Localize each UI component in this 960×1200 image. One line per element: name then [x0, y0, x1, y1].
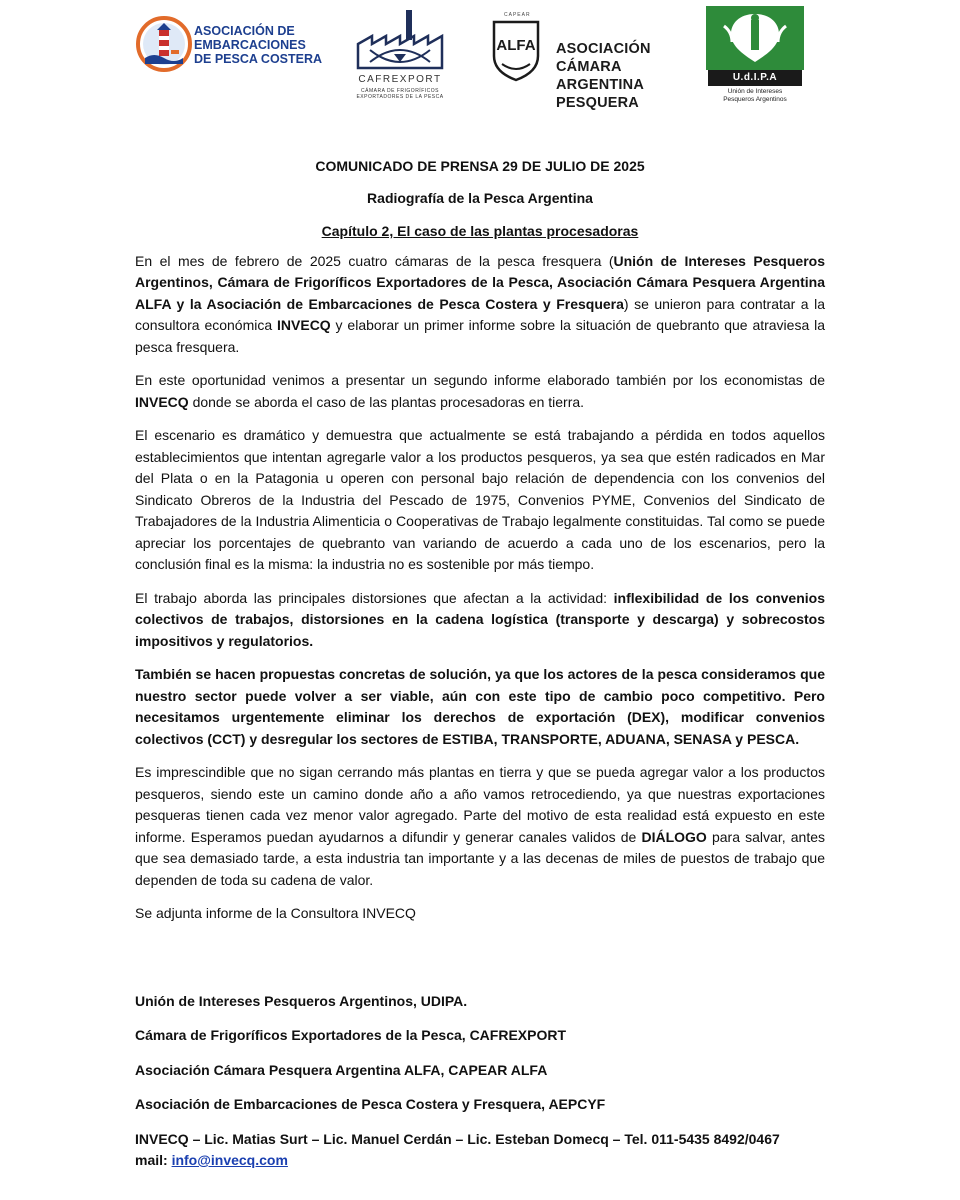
attachment-note: Se adjunta informe de la Consultora INVECQ: [135, 905, 416, 921]
aepc-line-3: DE PESCA COSTERA: [194, 52, 323, 66]
factory-fish-icon: [350, 8, 450, 72]
p1-bold-invecq: INVECQ: [277, 317, 331, 333]
p2-text-a: En este oportunidad venimos a presentar un segundo informe elaborado también por los economistas de: [135, 372, 825, 388]
p5-bold-proposals: También se hacen propuestas concretas de solución, ya que los actores de la pesca consideramos que nuestro sector puede volver a ser viable, aún con este tipo de cambio poco competitivo. Pero necesitamos urgentemente eliminar los derechos de exportación (DEX), modificar convenios colectivos (CCT) y desregular los sectores de ESTIBA, TRANSPORTE, ADUANA, SENASA y PESCA.: [135, 666, 825, 747]
lighthouse-icon: [136, 14, 192, 74]
udipa-line-2: Pesqueros Argentinos: [723, 96, 787, 103]
udipa-banner: U.d.I.P.A: [708, 70, 802, 86]
p2-bold-invecq: INVECQ: [135, 393, 189, 410]
signatures-block: [135, 991, 825, 1116]
udipa-emblem-icon: [706, 6, 804, 70]
aepc-line-2: EMBARCACIONES: [194, 38, 306, 52]
signature-udipa: Unión de Intereses Pesqueros Argentinos, UDIPA.: [135, 992, 468, 1009]
p1-text-a: En el mes de febrero de 2025 cuatro cámaras de la pesca fresquera (: [135, 252, 614, 269]
paragraph-5: [135, 664, 825, 750]
alfa-logo: [488, 12, 668, 111]
udipa-logo-text: [706, 88, 804, 104]
alfa-line-2: ARGENTINA PESQUERA: [556, 77, 644, 111]
aepc-logo-text: [194, 24, 322, 66]
p1-text-e: y elaborar un primer informe sobre la situación de quebranto que atraviesa la pesca fresquera.: [135, 317, 825, 355]
cafrexport-sub-2: EXPORTADORES DE LA PESCA: [356, 94, 444, 100]
p4-bold-distortions: inflexibilidad de los convenios colectivos de trabajos, distorsiones en la cadena logística (transporte y descarga) y sobrecostos impositivos y regulatorios.: [135, 589, 825, 649]
alfa-small-label: CAPEAR: [504, 12, 531, 18]
paragraph-6: [135, 762, 825, 891]
udipa-logo: [706, 6, 804, 108]
signature-aepcyf: Asociación de Embarcaciones de Pesca Costera y Fresquera, AEPCYF: [135, 1096, 606, 1112]
p1-bold-chambers: Unión de Intereses Pesqueros Argentinos, Cámara de Frigoríficos Exportadores de la Pesca, Asociación Cámara Pesquera Argentina ALFA y la Asociación de Embarcaciones de Pesca Costera y Fresquera: [135, 252, 825, 312]
cafrexport-logo: [350, 8, 450, 104]
cafrexport-name: CAFREXPORT: [358, 74, 442, 85]
p6-text-a: Es imprescindible que no sigan cerrando más plantas en tierra y que se pueda agregar valor a los productos pesqueros, siendo este un camino donde año a año vamos retrocediendo, ya que nuestras exportaciones pesqueras tienen cada vez menor valor agregado. Parte del motivo de esta realidad está expuesto en este informe. Esperamos puedan ayudarnos a difundir y generar canales validos de: [135, 764, 825, 845]
mail-label: mail:: [135, 1152, 172, 1168]
cafrexport-subtitle: [350, 88, 450, 100]
cafrexport-sub-1: CÁMARA DE FRIGORÍFICOS: [361, 88, 439, 94]
p4-text-a: El trabajo aborda las principales distorsiones que afectan a la actividad:: [135, 589, 614, 606]
paragraph-3: El escenario es dramático y demuestra que actualmente se está trabajando a pérdida en todos aquellos establecimientos que intentan agregarle valor a los productos pesqueros, ya sea que estén radicados en Mar del Plata o en la Patagonia u operen con personal bajo relación de dependencia con los convenios del Sindicato Obreros de la Industria del Pescado de 1975, Convenios PYME, Convenios del Sindicato de Trabajadores de la Industria Alimenticia o Cooperativas de Trabajo legalmente constituidas. Tal como se puede apreciar los porcentajes de quebranto van variando de acuerdo a cada uno de los escenarios, pero la conclusión final es la misma: la industria no es sostenible por más tiempo.: [135, 427, 825, 572]
aepc-logo: [136, 14, 326, 76]
document-subtitle: Radiografía de la Pesca Argentina: [367, 189, 593, 206]
alfa-shield-icon: [488, 18, 544, 82]
press-release-body: [135, 150, 825, 1172]
email-link[interactable]: info@invecq.com: [171, 1152, 288, 1168]
p1-text-c: ) se unieron para contratar a la consultora económica: [135, 295, 825, 333]
p6-bold-dialogo: DIÁLOGO: [641, 828, 707, 845]
p2-text-c: donde se aborda el caso de las plantas procesadoras en tierra.: [188, 393, 585, 410]
mail-line: [135, 1150, 825, 1172]
contact-line: INVECQ – Lic. Matias Surt – Lic. Manuel Cerdán – Lic. Esteban Domecq – Tel. 011-5435 8492/0467: [135, 1130, 780, 1147]
alfa-mark-text: ALFA: [496, 37, 536, 54]
paragraph-2: [135, 370, 825, 413]
alfa-logo-text: [556, 40, 668, 112]
paragraph-4: [135, 588, 825, 653]
contact-block: [135, 1129, 825, 1172]
paragraph-1: [135, 251, 825, 359]
alfa-line-1: ASOCIACIÓN CÁMARA: [556, 41, 651, 75]
document-title: COMUNICADO DE PRENSA 29 DE JULIO DE 2025: [315, 158, 645, 174]
header-logos: [0, 0, 960, 120]
p6-text-c: para salvar, antes que sea demasiado tarde, a esta industria tan importante y a las decenas de miles de puestos de trabajo que dependen de toda su cadena de valor.: [135, 828, 826, 888]
chapter-heading: Capítulo 2, El caso de las plantas procesadoras: [321, 223, 639, 239]
aepc-line-1: ASOCIACIÓN DE: [194, 24, 295, 38]
udipa-line-1: Unión de Intereses: [727, 88, 783, 95]
signature-capear-alfa: Asociación Cámara Pesquera Argentina ALFA, CAPEAR ALFA: [135, 1061, 548, 1078]
signature-cafrexport: Cámara de Frigoríficos Exportadores de la Pesca, CAFREXPORT: [135, 1027, 567, 1043]
